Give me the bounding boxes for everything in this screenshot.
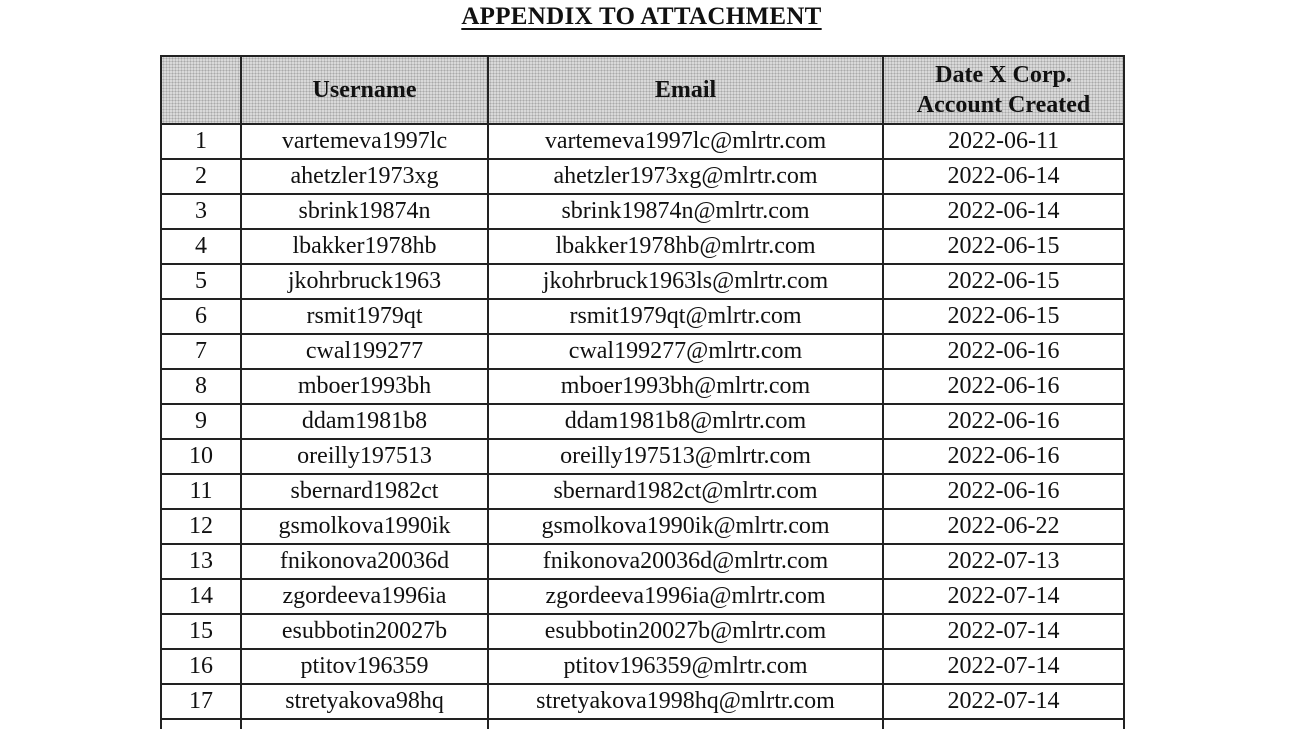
cell-number (161, 719, 241, 729)
cell-date-created: 2022-06-16 (883, 439, 1124, 474)
cell-number: 4 (161, 229, 241, 264)
cell-date-created: 2022-06-15 (883, 299, 1124, 334)
cell-date-created: 2022-06-15 (883, 264, 1124, 299)
cell-username: zgordeeva1996ia (241, 579, 488, 614)
cell-email: fnikonova20036d@mlrtr.com (488, 544, 883, 579)
table-row (161, 649, 1124, 684)
cell-date-created: 2022-06-11 (883, 124, 1124, 159)
cell-username: mboer1993bh (241, 369, 488, 404)
cell-email: ptitov196359@mlrtr.com (488, 649, 883, 684)
header-row (161, 56, 1124, 124)
cell-date-created: 2022-06-16 (883, 404, 1124, 439)
cell-email: mboer1993bh@mlrtr.com (488, 369, 883, 404)
cell-date-created: 2022-06-16 (883, 369, 1124, 404)
cell-date-created: 2022-06-16 (883, 474, 1124, 509)
cell-email: cwal199277@mlrtr.com (488, 334, 883, 369)
cell-username: vartemeva1997lc (241, 124, 488, 159)
cell-date-created: 2022-06-22 (883, 509, 1124, 544)
cell-number: 9 (161, 404, 241, 439)
cell-number: 17 (161, 684, 241, 719)
cell-username (241, 719, 488, 729)
cell-number: 14 (161, 579, 241, 614)
cell-date-created: 2022-07-13 (883, 544, 1124, 579)
cell-date-created: 2022-07-14 (883, 649, 1124, 684)
header-date-line2: Account Created (916, 92, 1091, 118)
cell-username: cwal199277 (241, 334, 488, 369)
cell-email: stretyakova1998hq@mlrtr.com (488, 684, 883, 719)
table-body (161, 124, 1124, 729)
table-row (161, 579, 1124, 614)
header-email: Email (488, 56, 883, 124)
appendix-table (160, 55, 1125, 729)
table-row (161, 159, 1124, 194)
document-title (0, 3, 1283, 31)
table-row (161, 334, 1124, 369)
table-row (161, 194, 1124, 229)
cell-date-created: 2022-07-14 (883, 684, 1124, 719)
cell-email: esubbotin20027b@mlrtr.com (488, 614, 883, 649)
cell-username: oreilly197513 (241, 439, 488, 474)
cell-username: sbrink19874n (241, 194, 488, 229)
cell-number: 2 (161, 159, 241, 194)
cell-number: 8 (161, 369, 241, 404)
cell-date-created: 2022-06-15 (883, 229, 1124, 264)
table-row (161, 544, 1124, 579)
cell-number: 12 (161, 509, 241, 544)
cell-email: ddam1981b8@mlrtr.com (488, 404, 883, 439)
cell-email: vartemeva1997lc@mlrtr.com (488, 124, 883, 159)
cell-username: ahetzler1973xg (241, 159, 488, 194)
cell-username: lbakker1978hb (241, 229, 488, 264)
cell-username: ddam1981b8 (241, 404, 488, 439)
cell-email: ahetzler1973xg@mlrtr.com (488, 159, 883, 194)
cell-username: ptitov196359 (241, 649, 488, 684)
table-row (161, 264, 1124, 299)
table-row (161, 299, 1124, 334)
cell-username: esubbotin20027b (241, 614, 488, 649)
table-row (161, 684, 1124, 719)
table-row (161, 474, 1124, 509)
cell-username: fnikonova20036d (241, 544, 488, 579)
cell-email: lbakker1978hb@mlrtr.com (488, 229, 883, 264)
cell-date-created (883, 719, 1124, 729)
cell-number: 13 (161, 544, 241, 579)
table-row (161, 229, 1124, 264)
cell-number: 10 (161, 439, 241, 474)
cell-email (488, 719, 883, 729)
table-header (161, 56, 1124, 124)
table-row (161, 719, 1124, 729)
cell-date-created: 2022-07-14 (883, 579, 1124, 614)
cell-username: jkohrbruck1963 (241, 264, 488, 299)
cell-number: 5 (161, 264, 241, 299)
cell-number: 6 (161, 299, 241, 334)
cell-date-created: 2022-06-14 (883, 194, 1124, 229)
cell-email: oreilly197513@mlrtr.com (488, 439, 883, 474)
header-date-created (883, 56, 1124, 124)
table-row (161, 439, 1124, 474)
header-date-line1: Date X Corp. (935, 62, 1072, 88)
cell-email: sbrink19874n@mlrtr.com (488, 194, 883, 229)
cell-date-created: 2022-06-14 (883, 159, 1124, 194)
table-row (161, 614, 1124, 649)
cell-username: gsmolkova1990ik (241, 509, 488, 544)
document-title-text: APPENDIX TO ATTACHMENT (461, 3, 822, 30)
cell-number: 7 (161, 334, 241, 369)
cell-number: 3 (161, 194, 241, 229)
cell-email: jkohrbruck1963ls@mlrtr.com (488, 264, 883, 299)
cell-email: sbernard1982ct@mlrtr.com (488, 474, 883, 509)
cell-date-created: 2022-07-14 (883, 614, 1124, 649)
header-username: Username (241, 56, 488, 124)
table-row (161, 404, 1124, 439)
cell-email: rsmit1979qt@mlrtr.com (488, 299, 883, 334)
cell-username: rsmit1979qt (241, 299, 488, 334)
cell-number: 1 (161, 124, 241, 159)
cell-number: 11 (161, 474, 241, 509)
cell-username: stretyakova98hq (241, 684, 488, 719)
table-row (161, 124, 1124, 159)
header-number (161, 56, 241, 124)
cell-username: sbernard1982ct (241, 474, 488, 509)
table-row (161, 509, 1124, 544)
cell-date-created: 2022-06-16 (883, 334, 1124, 369)
table-row (161, 369, 1124, 404)
cell-number: 16 (161, 649, 241, 684)
cell-email: gsmolkova1990ik@mlrtr.com (488, 509, 883, 544)
cell-number: 15 (161, 614, 241, 649)
cell-email: zgordeeva1996ia@mlrtr.com (488, 579, 883, 614)
